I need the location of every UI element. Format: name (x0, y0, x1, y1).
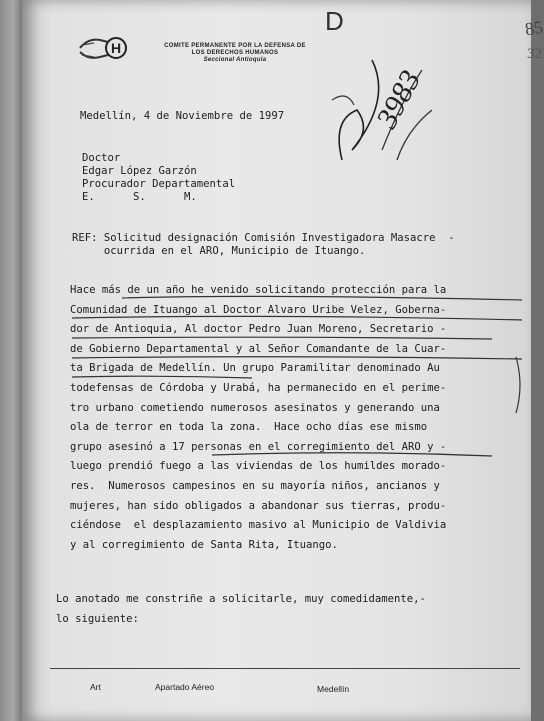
body-line: Lo anotado me constriñe a solicitarle, muy comedidamente,- (56, 593, 426, 605)
recipient-line: Edgar López Garzón (82, 165, 197, 177)
footer-left: Art (90, 682, 101, 692)
body-line: de Gobierno Departamental y al Señor Comandante de la Cuar- (70, 342, 447, 355)
corner-number-2: 32 (527, 46, 542, 62)
footer-apartado: Apartado Aéreo (155, 682, 215, 692)
recipient-line: E. S. M. (82, 191, 197, 203)
body-line: grupo asesinó a 17 personas en el corregimiento del ARO y - (70, 440, 447, 453)
body-line: ta Brigada de Medellín. Un grupo Paramilitar denominado Au (70, 362, 440, 375)
recipient-line: Procurador Departamental (82, 178, 236, 190)
body-line: todefensas de Córdoba y Urabá, ha permanecido en el perime- (70, 381, 447, 394)
body-line: ola de terror en toda la zona. Hace ocho días ese mismo (70, 421, 428, 434)
stamp-letter: D (325, 6, 344, 36)
margin-bracket-mark (512, 355, 526, 415)
body-line: Hace más de un año he venido solicitando protección para la (70, 284, 447, 296)
org-line-1: COMITE PERMANENTE POR LA DEFENSA DE (164, 43, 306, 49)
corner-number-1: 85 (523, 16, 544, 40)
body-line: y al corregimiento de Santa Rita, Ituango. (70, 538, 338, 551)
recipient-block (82, 152, 235, 204)
registration-number: 3983 (370, 65, 428, 134)
footer-rule (50, 668, 520, 669)
body-line: Comunidad de Ituango al Doctor Alvaro Uribe Velez, Goberna- (70, 303, 447, 316)
reference-line: ocurrida en el ARO, Municipio de Ituango. (72, 245, 366, 257)
place-date: Medellín, 4 de Noviembre de 1997 (80, 110, 285, 122)
body-line: luego prendió fuego a las viviendas de los humildes morado- (70, 460, 447, 473)
footer-city: Medellín (317, 684, 350, 694)
organization-name (150, 43, 320, 64)
body-line: tro urbano cometiendo numerosos asesinatos y generando una (70, 401, 440, 414)
org-line-3: Seccional Antioquia (203, 57, 267, 63)
reference-line: REF: Solicitud designación Comisión Investigadora Masacre - (72, 232, 455, 244)
reference-block (72, 232, 455, 258)
hands-holding-h-logo-icon (78, 30, 130, 66)
body-line: dor de Antioquia, Al doctor Pedro Juan Moreno, Secretario - (70, 323, 447, 336)
adjacent-page-edge (0, 0, 22, 721)
recipient-line: Doctor (82, 152, 121, 164)
body-paragraph-2 (56, 590, 426, 629)
body-line: lo siguiente: (56, 612, 139, 625)
body-line: ciéndose el desplazamiento masivo al Municipio de Valdivia (70, 519, 447, 532)
handwritten-underlines (62, 290, 532, 490)
svg-text:H: H (111, 40, 122, 56)
scanned-letter-page (22, 0, 544, 721)
org-line-2: LOS DERECHOS HUMANOS (191, 50, 279, 56)
body-line: mujeres, han sido obligados a abandonar sus tierras, produ- (70, 499, 447, 512)
body-line: res. Numerosos campesinos en su mayoría niños, ancianos y (70, 479, 440, 492)
